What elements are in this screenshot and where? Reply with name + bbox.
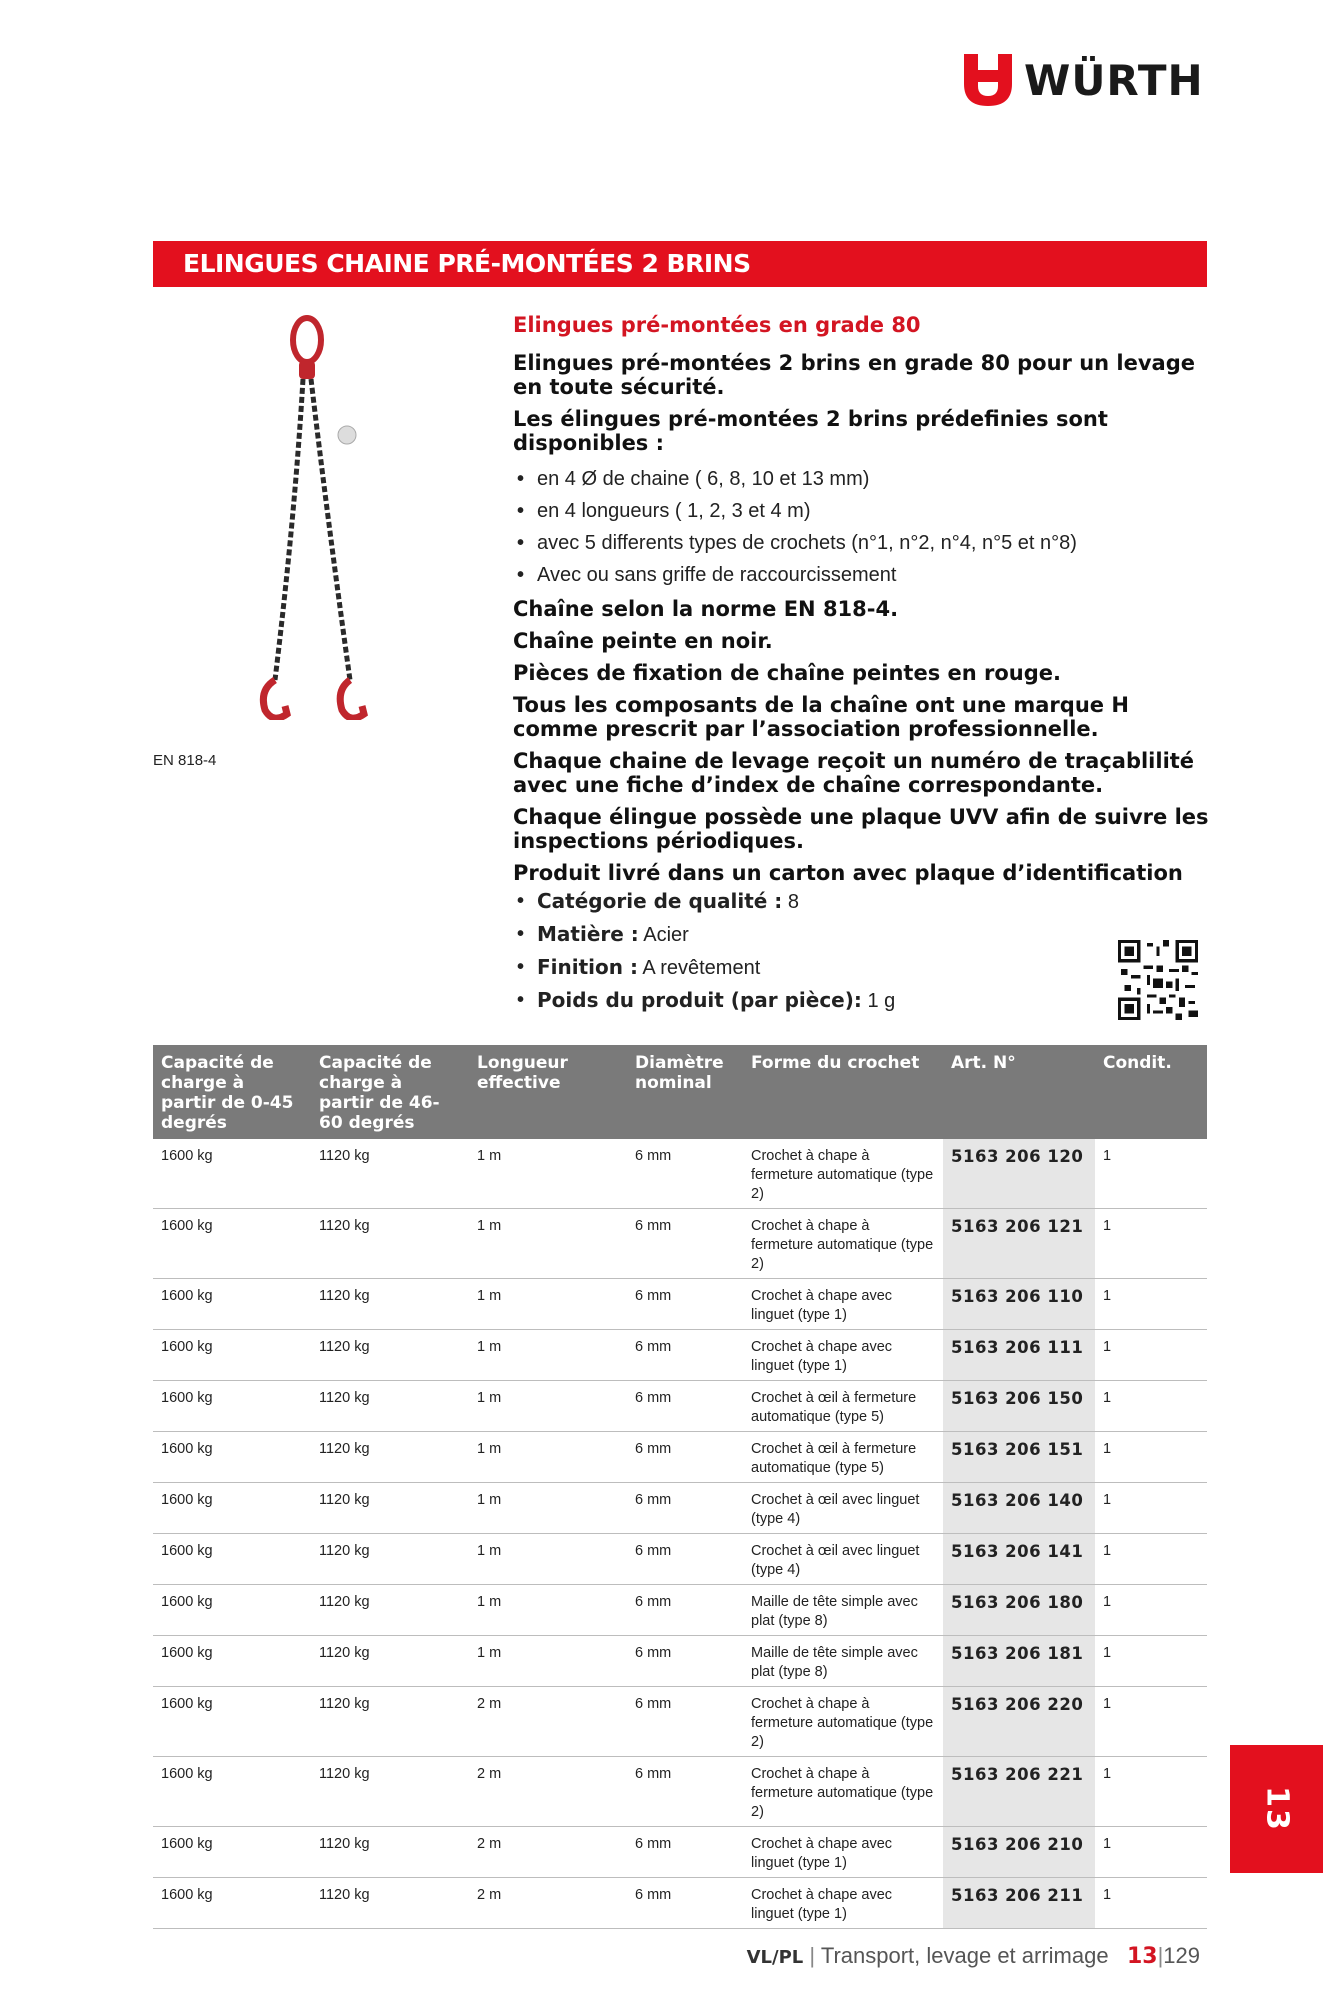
norm-label: EN 818-4 — [153, 752, 217, 769]
column-header: Diamètre nominal — [627, 1045, 743, 1139]
table-cell: 6 mm — [627, 1483, 743, 1534]
table-cell: 1 m — [469, 1139, 627, 1209]
table-cell: 1 m — [469, 1483, 627, 1534]
column-header: Longueur effective — [469, 1045, 627, 1139]
product-description — [513, 313, 1213, 1023]
spec-label: Matière : — [537, 922, 639, 946]
table-cell: 1120 kg — [311, 1636, 469, 1687]
table-cell: 6 mm — [627, 1534, 743, 1585]
desc-paragraph: Chaque élingue possède une plaque UVV afin de suivre les inspections périodiques. — [513, 805, 1209, 853]
table-cell: Crochet à chape à fermeture automatique (type 2) — [743, 1757, 943, 1827]
column-header: Capacité de charge à partir de 46-60 degrés — [311, 1045, 469, 1139]
table-cell: 1 m — [469, 1432, 627, 1483]
qr-code-icon[interactable] — [1118, 940, 1198, 1020]
table-cell: 6 mm — [627, 1585, 743, 1636]
table-cell: 1 — [1095, 1483, 1207, 1534]
table-cell: 1600 kg — [153, 1432, 311, 1483]
table-cell: 6 mm — [627, 1381, 743, 1432]
table-cell: Crochet à chape avec linguet (type 1) — [743, 1878, 943, 1929]
table-cell: 1600 kg — [153, 1139, 311, 1209]
table-row — [153, 1279, 1207, 1330]
table-cell: 1600 kg — [153, 1878, 311, 1929]
chapter-tab-label: 13 — [1259, 1786, 1294, 1832]
table-row — [153, 1878, 1207, 1929]
table-cell: 1 — [1095, 1585, 1207, 1636]
table-cell: 1 — [1095, 1757, 1207, 1827]
desc-paragraph: Chaîne selon la norme EN 818-4. — [513, 597, 899, 621]
section-banner: ELINGUES CHAINE PRÉ-MONTÉES 2 BRINS — [153, 241, 1207, 287]
table-cell: Crochet à chape à fermeture automatique (type 2) — [743, 1209, 943, 1279]
table-cell: 1600 kg — [153, 1534, 311, 1585]
table-cell: 1120 kg — [311, 1687, 469, 1757]
table-row — [153, 1432, 1207, 1483]
table-cell: 1600 kg — [153, 1483, 311, 1534]
table-cell: 1600 kg — [153, 1330, 311, 1381]
table-cell: Crochet à œil à fermeture automatique (type 5) — [743, 1381, 943, 1432]
page-footer — [747, 1943, 1200, 1969]
list-item: • en 4 Ø de chaine ( 6, 8, 10 et 13 mm) — [513, 463, 1213, 495]
table-cell: 1 — [1095, 1827, 1207, 1878]
footer-separator: | — [809, 1943, 816, 1968]
table-header-row — [153, 1045, 1207, 1139]
table-cell: 1120 kg — [311, 1585, 469, 1636]
article-number-cell: 5163 206 150 — [943, 1381, 1095, 1432]
table-row — [153, 1757, 1207, 1827]
spec-value: 1 g — [867, 990, 896, 1012]
table-cell: Maille de tête simple avec plat (type 8) — [743, 1585, 943, 1636]
table-cell: 1 — [1095, 1279, 1207, 1330]
table-cell: 1 — [1095, 1534, 1207, 1585]
spec-value: 8 — [787, 891, 799, 913]
table-cell: 1 — [1095, 1381, 1207, 1432]
table-row — [153, 1636, 1207, 1687]
table-cell: 1120 kg — [311, 1330, 469, 1381]
table-cell: 1120 kg — [311, 1209, 469, 1279]
table-cell: Crochet à œil à fermeture automatique (type 5) — [743, 1432, 943, 1483]
desc-paragraph: Tous les composants de la chaîne ont une marque H comme prescrit par l’association professionnelle. — [513, 693, 1129, 741]
footer-page-number: 129 — [1163, 1943, 1200, 1968]
table-cell: 6 mm — [627, 1878, 743, 1929]
wurth-logo-icon — [964, 54, 1012, 106]
spec-item — [513, 918, 1213, 951]
table-row — [153, 1139, 1207, 1209]
table-row — [153, 1687, 1207, 1757]
table-cell: 1120 kg — [311, 1483, 469, 1534]
table-row — [153, 1381, 1207, 1432]
table-cell: 1 — [1095, 1209, 1207, 1279]
article-number-cell: 5163 206 110 — [943, 1279, 1095, 1330]
column-header: Condit. — [1095, 1045, 1207, 1139]
spec-list — [513, 885, 1213, 1017]
desc-paragraph: Chaque chaine de levage reçoit un numéro de traçablilité avec une fiche d’index de chaîne correspondante. — [513, 749, 1195, 797]
table-cell: 1120 kg — [311, 1534, 469, 1585]
table-cell: 1120 kg — [311, 1878, 469, 1929]
article-number-cell: 5163 206 151 — [943, 1432, 1095, 1483]
table-cell: Crochet à chape avec linguet (type 1) — [743, 1330, 943, 1381]
table-cell: Crochet à œil avec linguet (type 4) — [743, 1534, 943, 1585]
table-row — [153, 1585, 1207, 1636]
table-cell: 1600 kg — [153, 1757, 311, 1827]
table-cell: 6 mm — [627, 1279, 743, 1330]
article-number-cell: 5163 206 221 — [943, 1757, 1095, 1827]
table-row — [153, 1209, 1207, 1279]
footer-section-code: VL/PL — [746, 1947, 804, 1968]
list-item: • Avec ou sans griffe de raccourcissement — [513, 559, 1213, 591]
table-cell: Crochet à œil avec linguet (type 4) — [743, 1483, 943, 1534]
table-cell: 6 mm — [627, 1209, 743, 1279]
table-cell: 1 — [1095, 1636, 1207, 1687]
article-number-cell: 5163 206 140 — [943, 1483, 1095, 1534]
table-cell: 1120 kg — [311, 1827, 469, 1878]
table-cell: 1120 kg — [311, 1757, 469, 1827]
table-cell: 2 m — [469, 1827, 627, 1878]
table-cell: 6 mm — [627, 1432, 743, 1483]
table-cell: 1600 kg — [153, 1585, 311, 1636]
table-cell: Crochet à chape à fermeture automatique (type 2) — [743, 1139, 943, 1209]
wurth-logo — [964, 52, 1204, 108]
desc-paragraph: Pièces de fixation de chaîne peintes en rouge. — [513, 661, 1061, 685]
column-header: Art. N° — [943, 1045, 1095, 1139]
spec-value: Acier — [643, 924, 689, 946]
list-item: • avec 5 differents types de crochets (n°1, n°2, n°4, n°5 et n°8) — [513, 527, 1213, 559]
column-header: Forme du crochet — [743, 1045, 943, 1139]
table-cell: 1 m — [469, 1636, 627, 1687]
list-item: • en 4 longueurs ( 1, 2, 3 et 4 m) — [513, 495, 1213, 527]
table-cell: 1 m — [469, 1381, 627, 1432]
table-cell: 6 mm — [627, 1636, 743, 1687]
table-cell: 1120 kg — [311, 1432, 469, 1483]
product-table — [153, 1045, 1207, 1929]
table-cell: 1 — [1095, 1878, 1207, 1929]
table-cell: 1600 kg — [153, 1209, 311, 1279]
desc-paragraph: Elingues pré-montées 2 brins en grade 80 pour un levage en toute sécurité. — [513, 351, 1195, 399]
table-cell: 2 m — [469, 1878, 627, 1929]
footer-separator: | — [1157, 1943, 1164, 1968]
footer-chapter: 13 — [1126, 1944, 1158, 1969]
spec-label: Catégorie de qualité : — [537, 889, 783, 913]
spec-item — [513, 951, 1213, 984]
table-cell: 1 m — [469, 1279, 627, 1330]
table-cell: 2 m — [469, 1687, 627, 1757]
article-number-cell: 5163 206 121 — [943, 1209, 1095, 1279]
spec-label: Poids du produit (par pièce): — [537, 988, 862, 1012]
table-cell: 2 m — [469, 1757, 627, 1827]
table-cell: 1120 kg — [311, 1139, 469, 1209]
table-cell: Maille de tête simple avec plat (type 8) — [743, 1636, 943, 1687]
table-cell: 1120 kg — [311, 1381, 469, 1432]
table-cell: 1120 kg — [311, 1279, 469, 1330]
article-number-cell: 5163 206 211 — [943, 1878, 1095, 1929]
table-row — [153, 1483, 1207, 1534]
chapter-tab[interactable] — [1230, 1745, 1323, 1873]
availability-list — [513, 463, 1213, 591]
table-body — [153, 1139, 1207, 1929]
spec-value: A revêtement — [642, 957, 761, 979]
table-row — [153, 1330, 1207, 1381]
table-cell: Crochet à chape à fermeture automatique (type 2) — [743, 1687, 943, 1757]
table-cell: 1 — [1095, 1687, 1207, 1757]
table-cell: 1600 kg — [153, 1827, 311, 1878]
article-number-cell: 5163 206 180 — [943, 1585, 1095, 1636]
table-cell: 6 mm — [627, 1757, 743, 1827]
table-row — [153, 1534, 1207, 1585]
product-subtitle: Elingues pré-montées en grade 80 — [513, 313, 921, 337]
table-cell: 6 mm — [627, 1139, 743, 1209]
table-cell: 1 — [1095, 1330, 1207, 1381]
article-number-cell: 5163 206 141 — [943, 1534, 1095, 1585]
article-number-cell: 5163 206 181 — [943, 1636, 1095, 1687]
article-number-cell: 5163 206 220 — [943, 1687, 1095, 1757]
table-cell: 1 m — [469, 1209, 627, 1279]
table-cell: Crochet à chape avec linguet (type 1) — [743, 1827, 943, 1878]
spec-item — [513, 885, 1213, 918]
table-cell: 1600 kg — [153, 1279, 311, 1330]
brand-name: WÜRTH — [1024, 55, 1204, 105]
footer-section-title: Transport, levage et arrimage — [820, 1943, 1109, 1968]
table-cell: 1600 kg — [153, 1636, 311, 1687]
table-cell: 1 m — [469, 1534, 627, 1585]
article-number-cell: 5163 206 210 — [943, 1827, 1095, 1878]
chain-sling-2-legs-icon — [255, 315, 385, 720]
table-cell: Crochet à chape avec linguet (type 1) — [743, 1279, 943, 1330]
table-row — [153, 1827, 1207, 1878]
spec-item — [513, 984, 1213, 1017]
table-cell: 1600 kg — [153, 1381, 311, 1432]
table-cell: 1 — [1095, 1139, 1207, 1209]
spec-label: Finition : — [537, 955, 638, 979]
table-cell: 6 mm — [627, 1330, 743, 1381]
article-number-cell: 5163 206 120 — [943, 1139, 1095, 1209]
table-cell: 6 mm — [627, 1687, 743, 1757]
table-cell: 1 m — [469, 1330, 627, 1381]
article-number-cell: 5163 206 111 — [943, 1330, 1095, 1381]
desc-paragraph: Produit livré dans un carton avec plaque d’identification — [513, 861, 1183, 885]
desc-paragraph: Les élingues pré-montées 2 brins prédefinies sont disponibles : — [513, 407, 1108, 455]
table-cell: 1 m — [469, 1585, 627, 1636]
table-cell: 1 — [1095, 1432, 1207, 1483]
column-header: Capacité de charge à partir de 0-45 degrés — [153, 1045, 311, 1139]
table-cell: 1600 kg — [153, 1687, 311, 1757]
table-cell: 6 mm — [627, 1827, 743, 1878]
desc-paragraph: Chaîne peinte en noir. — [513, 629, 773, 653]
